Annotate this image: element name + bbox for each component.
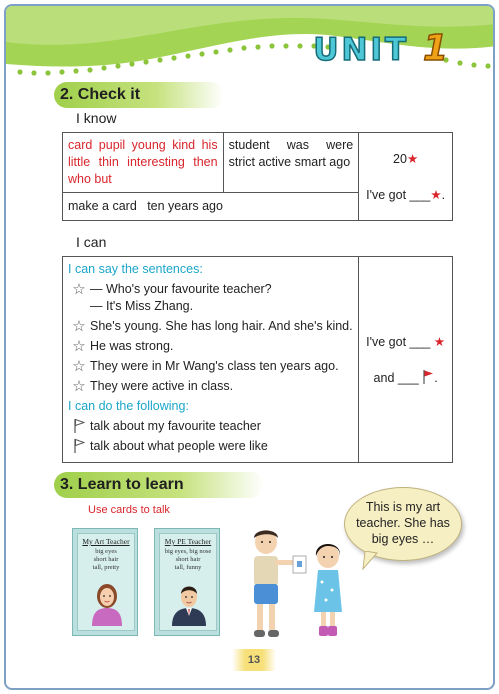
- sentence-row: [68, 358, 353, 375]
- i-know-score-cell: [359, 133, 453, 221]
- do-item-text: talk about what people were like: [90, 439, 268, 453]
- sentence-row: [68, 318, 353, 335]
- score-got-flags: and ___ .: [373, 371, 438, 385]
- children-illustration: [242, 526, 352, 648]
- card-title: My PE Teacher: [164, 537, 212, 546]
- section-check-it-title: 2. Check it: [54, 82, 224, 108]
- red-flag-icon: [422, 371, 434, 385]
- card-description: big eyes, big nose short hair tall, funny: [164, 548, 212, 571]
- star-outline-icon: ☆: [72, 378, 86, 395]
- red-star-icon: ★: [430, 187, 442, 202]
- section-learn-title: 3. Learn to learn: [54, 472, 264, 498]
- flag-outline-icon: [68, 438, 90, 455]
- i-can-score-cell: [359, 257, 453, 463]
- red-star-icon: ★: [433, 335, 446, 349]
- score-got-stars: I've got ___ ★: [366, 335, 446, 349]
- page-frame: [4, 4, 495, 690]
- card-description: big eyes short hair tall, pretty: [92, 548, 120, 571]
- do-item-row: [68, 438, 353, 455]
- sentence-text: They were in Mr Wang's class ten years ago.: [90, 359, 339, 373]
- black-word-list: student was were strict active smart ago: [223, 133, 359, 193]
- i-can-label: I can: [76, 234, 107, 250]
- woman-portrait-icon: [86, 576, 128, 626]
- sentence-text: — Who's your favourite teacher?: [90, 282, 272, 296]
- phrase-list: make a card ten years ago: [63, 193, 359, 221]
- i-can-content: [63, 257, 359, 463]
- flag-outline-icon: [68, 418, 90, 435]
- unit-number: 1: [422, 28, 451, 69]
- sentence-text: She's young. She has long hair. And she's kind.: [90, 319, 353, 333]
- sentence-row: [68, 378, 353, 395]
- score-got: I've got ___★.: [366, 187, 446, 202]
- speech-bubble-tail: [361, 551, 383, 571]
- red-star-icon: ★: [406, 151, 419, 166]
- unit-title: [313, 28, 451, 69]
- i-know-label: I know: [76, 110, 117, 126]
- say-sentences-heading: I can say the sentences:: [68, 262, 203, 276]
- sentence-row: [68, 281, 353, 315]
- speech-bubble: This is my art teacher. She has big eyes …: [344, 487, 462, 561]
- star-outline-icon: ☆: [72, 318, 86, 335]
- sentence-row: [68, 338, 353, 355]
- score-total: 20★: [393, 151, 419, 166]
- do-following-heading: I can do the following:: [68, 399, 189, 413]
- do-item-text: talk about my favourite teacher: [90, 419, 261, 433]
- red-word-list: card pupil young kind his little thin interesting then who but: [63, 133, 224, 193]
- answer-text: — It's Miss Zhang.: [90, 299, 194, 313]
- sentence-text: They were active in class.: [90, 379, 234, 393]
- sentence-text: He was strong.: [90, 339, 174, 353]
- card-title: My Art Teacher: [82, 537, 130, 546]
- i-can-table: [62, 256, 453, 463]
- star-outline-icon: ☆: [72, 281, 86, 298]
- do-item-row: [68, 418, 353, 435]
- art-teacher-card: [72, 528, 138, 636]
- i-know-table: [62, 132, 453, 221]
- star-outline-icon: ☆: [72, 338, 86, 355]
- use-cards-subtitle: Use cards to talk: [88, 504, 170, 516]
- star-outline-icon: ☆: [72, 358, 86, 375]
- page-number: 13: [232, 649, 276, 671]
- unit-word: UNIT: [313, 32, 410, 68]
- pe-teacher-card: [154, 528, 220, 636]
- man-portrait-icon: [168, 576, 210, 626]
